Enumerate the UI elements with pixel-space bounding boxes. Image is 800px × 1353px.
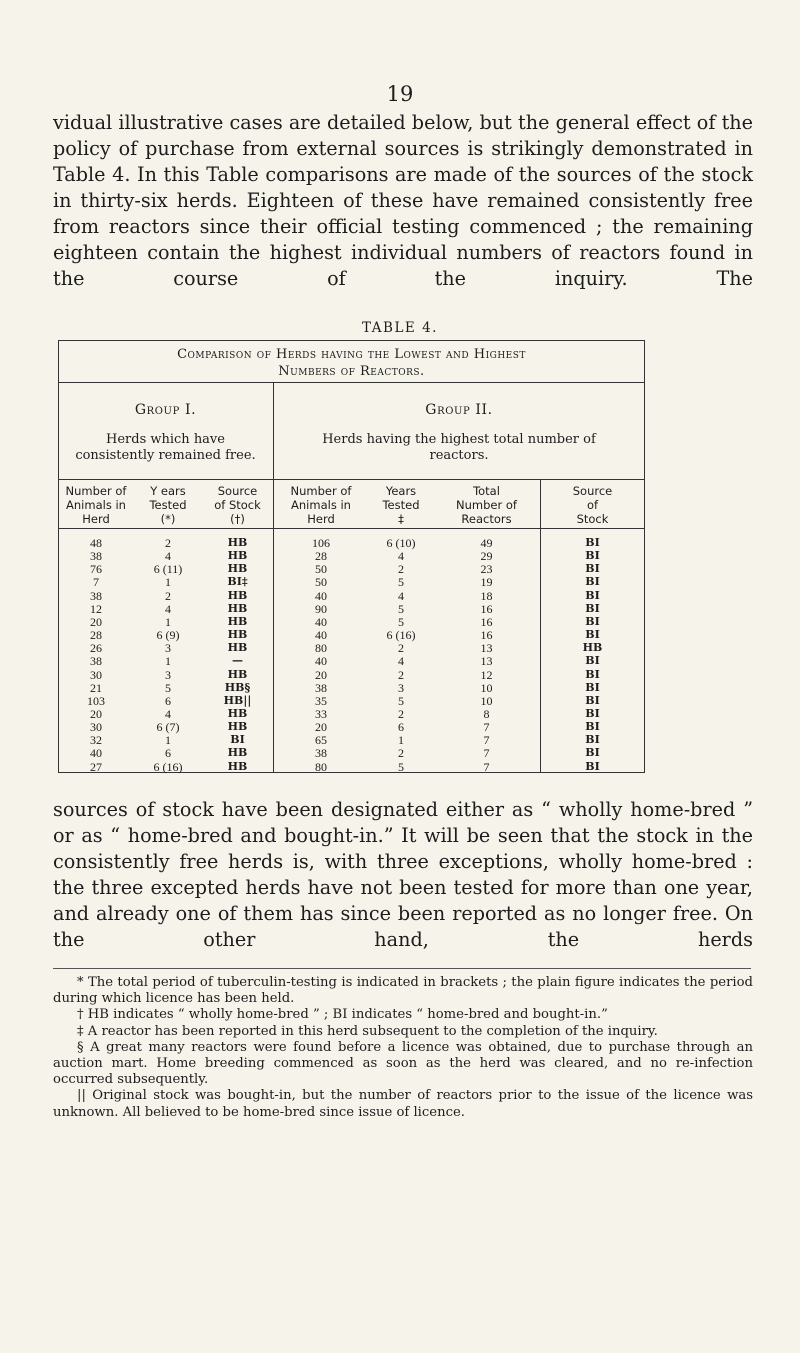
- cell-group2-years: 5: [398, 601, 404, 616]
- cell-group2-source: BI: [585, 667, 600, 681]
- group-2-title: Group II.: [425, 402, 493, 418]
- cell-group2-years: 2: [398, 562, 404, 577]
- cell-group2-reactors: 19: [480, 575, 493, 590]
- column-header-5: [369, 484, 433, 526]
- cell-group2-source: BI: [585, 614, 600, 628]
- cell-group2-reactors: 49: [480, 536, 493, 550]
- cell-group1-animals: 38: [90, 654, 102, 669]
- cell-group1-animals: 30: [90, 720, 102, 735]
- table-title-line-2: Numbers of Reactors.: [278, 364, 425, 379]
- cell-group2-years: 1: [398, 733, 404, 748]
- cell-group1-animals: 48: [90, 536, 102, 550]
- column-header-6: [433, 484, 540, 526]
- cell-group2-reactors: 10: [480, 693, 493, 708]
- cell-group2-years: 3: [398, 680, 404, 695]
- cell-group1-source: BI‡: [227, 575, 248, 589]
- cell-group1-animals: 40: [90, 746, 102, 761]
- cell-group1-animals: 38: [90, 588, 102, 603]
- cell-group1-years: 1: [165, 614, 171, 629]
- column-header-line: Source: [572, 484, 613, 498]
- cell-group2-animals: 40: [315, 614, 327, 629]
- cell-group2-animals: 50: [315, 562, 327, 577]
- cell-group1-animals: 12: [90, 601, 102, 616]
- table-row: [0, 759, 800, 775]
- cell-group2-animals: 38: [315, 680, 327, 695]
- cell-group2-years: 5: [398, 614, 404, 629]
- cell-group2-years: 2: [398, 641, 404, 656]
- cell-group2-animals: 106: [312, 536, 330, 550]
- cell-group2-years: 2: [398, 667, 404, 682]
- cell-group1-years: 1: [165, 733, 171, 748]
- cell-group2-source: BI: [585, 680, 600, 694]
- cell-group1-source: HB: [227, 706, 248, 720]
- cell-group2-reactors: 12: [480, 667, 493, 682]
- cell-group2-reactors: 23: [480, 562, 493, 577]
- cell-group1-years: 6: [165, 693, 171, 708]
- cell-group1-years: 3: [165, 667, 171, 682]
- cell-group1-years: 6 (11): [153, 562, 183, 577]
- column-header-line: Y ears: [150, 484, 186, 498]
- cell-group1-years: 4: [165, 706, 171, 721]
- table-title: [58, 346, 645, 380]
- cell-group2-source: BI: [585, 693, 600, 707]
- cell-group1-animals: 32: [90, 733, 102, 748]
- cell-group2-years: 6: [398, 720, 404, 735]
- cell-group2-animals: 20: [315, 720, 327, 735]
- cell-group1-years: 6 (9): [156, 628, 180, 643]
- cell-group1-source: HB||: [223, 693, 252, 707]
- cell-group1-source: HB: [227, 588, 248, 602]
- cell-group2-animals: 40: [315, 588, 327, 603]
- column-header-line: Animals in: [291, 498, 351, 512]
- cell-group1-source: HB: [227, 549, 248, 563]
- cell-group2-source: BI: [585, 654, 600, 668]
- cell-group1-animals: 103: [87, 693, 105, 708]
- cell-group1-animals: 76: [90, 562, 102, 577]
- cell-group2-animals: 90: [315, 601, 327, 616]
- column-header-line: ‡: [398, 512, 404, 526]
- column-header-line: Number of: [290, 484, 352, 498]
- cell-group2-source: BI: [585, 746, 600, 760]
- cell-group2-source: BI: [585, 588, 600, 602]
- cell-group2-source: BI: [585, 759, 600, 773]
- cell-group2-animals: 50: [315, 575, 327, 590]
- cell-group2-source: BI: [585, 720, 600, 734]
- cell-group1-animals: 26: [90, 641, 102, 656]
- cell-group1-animals: 27: [90, 759, 102, 774]
- cell-group2-years: 2: [398, 706, 404, 721]
- cell-group2-reactors: 29: [480, 549, 493, 564]
- column-header-line: Years: [385, 484, 417, 498]
- cell-group1-source: HB§: [224, 680, 251, 694]
- cell-group2-source: HB: [582, 641, 603, 655]
- cell-group2-animals: 80: [315, 641, 327, 656]
- cell-group1-animals: 28: [90, 628, 102, 643]
- cell-group2-years: 5: [398, 575, 404, 590]
- cell-group2-years: 5: [398, 693, 404, 708]
- cell-group2-reactors: 16: [480, 628, 493, 643]
- footnote-section: § A great many reactors were found before a licence was obtained, due to purchase through an auction mart. Home breeding commenced as soon as the herd was cleared, and no re-infection occurred subsequently.: [53, 1039, 753, 1088]
- table-caption: TABLE 4.: [362, 320, 438, 336]
- cell-group2-reactors: 7: [483, 733, 490, 748]
- cell-group2-reactors: 18: [480, 588, 493, 603]
- cell-group2-animals: 40: [315, 654, 327, 669]
- footnote-rule: [53, 968, 751, 969]
- cell-group2-source: BI: [585, 706, 600, 720]
- cell-group1-years: 6 (16): [153, 759, 183, 774]
- cell-group2-animals: 20: [315, 667, 327, 682]
- group-divider: [58, 479, 645, 480]
- cell-group1-animals: 21: [90, 680, 102, 695]
- footnote-dagger: † HB indicates “ wholly home-bred ” ; BI indicates “ home-bred and bought-in.”: [77, 1007, 608, 1023]
- table-title-line-1: Comparison of Herds having the Lowest and Highest: [177, 347, 526, 362]
- cell-group1-years: 3: [165, 641, 171, 656]
- column-header-line: Animals in: [66, 498, 126, 512]
- cell-group1-source: BI: [230, 733, 245, 747]
- column-header-line: (*): [160, 512, 176, 526]
- cell-group1-animals: 20: [90, 614, 102, 629]
- cell-group2-reactors: 16: [480, 601, 493, 616]
- cell-group2-animals: 65: [315, 733, 327, 748]
- column-header-line: Number of: [456, 498, 517, 512]
- cell-group2-source: BI: [585, 575, 600, 589]
- cell-group2-years: 6 (10): [386, 536, 416, 550]
- paragraph-top: vidual illustrative cases are detailed below, but the general effect of the policy of purchase from external sources is strikingly demonstrated in Table 4. In this Table comparisons are made of the sources of the stock in thirty-six herds. Eighteen of these have remained consistently free from reactors since their official testing commenced ; the remaining eighteen contain the highest individual numbers of reactors found in the course of the inquiry. The: [53, 111, 753, 290]
- column-header-1: [58, 484, 134, 526]
- group-1-title: Group I.: [134, 402, 197, 418]
- cell-group2-animals: 33: [315, 706, 327, 721]
- cell-group2-animals: 40: [315, 628, 327, 643]
- column-header-3: [202, 484, 273, 526]
- column-header-line: Herd: [82, 512, 110, 526]
- cell-group1-source: HB: [227, 720, 248, 734]
- cell-group2-source: BI: [585, 562, 600, 576]
- cell-group2-reactors: 7: [483, 759, 490, 774]
- cell-group2-years: 6 (16): [386, 628, 416, 643]
- cell-group1-source: HB: [227, 628, 248, 642]
- cell-group2-reactors: 13: [480, 654, 493, 669]
- cell-group1-animals: 7: [93, 575, 99, 590]
- cell-group1-years: 5: [165, 680, 171, 695]
- cell-group1-years: 6: [165, 746, 171, 761]
- cell-group1-animals: 30: [90, 667, 102, 682]
- cell-group1-source: HB: [227, 601, 248, 615]
- cell-group2-animals: 80: [315, 759, 327, 774]
- title-divider: [58, 382, 645, 383]
- cell-group2-years: 4: [398, 588, 404, 603]
- cell-group2-reactors: 16: [480, 614, 493, 629]
- cell-group2-reactors: 13: [480, 641, 493, 656]
- cell-group1-years: 1: [165, 575, 171, 590]
- column-header-line: Stock: [576, 512, 609, 526]
- cell-group2-reactors: 8: [483, 706, 490, 721]
- footnote-asterisk: * The total period of tuberculin-testing is indicated in brackets ; the plain figure indicates the period during which licence has been held.: [53, 975, 753, 1007]
- cell-group2-years: 4: [398, 654, 404, 669]
- column-header-2: [134, 484, 202, 526]
- column-header-line: of Stock: [214, 498, 261, 512]
- column-header-line: Herd: [307, 512, 335, 526]
- cell-group2-years: 4: [398, 549, 404, 564]
- group-1-header: [58, 402, 273, 464]
- column-header-7: [540, 484, 645, 526]
- column-header-line: (†): [230, 512, 245, 526]
- cell-group1-source: HB: [227, 641, 248, 655]
- cell-group1-years: 1: [165, 654, 171, 669]
- group-1-description: Herds which have consistently remained free.: [75, 432, 256, 463]
- cell-group1-source: HB: [227, 759, 248, 773]
- paragraph-bottom: sources of stock have been designated either as “ wholly home-bred ” or as “ home-bred and bought-in.” It will be seen that the stock in the consistently free herds is, with three exceptions, wholly home-bred : the three excepted herds have not been tested for more than one year, and already one of them has since been reported as no longer free. On the other hand, the herds: [53, 798, 753, 951]
- cell-group1-animals: 38: [90, 549, 102, 564]
- cell-group1-animals: 20: [90, 706, 102, 721]
- cell-group2-reactors: 7: [483, 746, 490, 761]
- cell-group1-source: HB: [227, 562, 248, 576]
- cell-group2-animals: 35: [315, 693, 327, 708]
- column-header-line: Tested: [382, 498, 420, 512]
- cell-group1-source: HB: [227, 667, 248, 681]
- group-2-description: Herds having the highest total number of reactors.: [322, 432, 596, 463]
- footnote-double-dagger: ‡ A reactor has been reported in this herd subsequent to the completion of the inquiry.: [77, 1023, 658, 1039]
- column-header-line: of: [586, 498, 599, 512]
- cell-group1-years: 6 (7): [156, 720, 180, 735]
- cell-group1-years: 4: [165, 601, 171, 616]
- cell-group2-source: BI: [585, 628, 600, 642]
- cell-group1-years: 2: [165, 536, 171, 550]
- footnotes: [53, 975, 753, 1121]
- cell-group2-reactors: 10: [480, 680, 493, 695]
- cell-group1-source: HB: [227, 746, 248, 760]
- footnote-parallel: || Original stock was bought-in, but the number of reactors prior to the issue of the licence was unknown. All believed to be home-bred since issue of licence.: [53, 1088, 753, 1120]
- column-header-line: Source: [217, 484, 258, 498]
- page-number: 19: [386, 82, 414, 106]
- column-header-line: Total: [473, 484, 500, 498]
- cell-group1-years: 4: [165, 549, 171, 564]
- cell-group2-years: 2: [398, 746, 404, 761]
- header-divider: [58, 528, 645, 529]
- cell-group1-source: —: [232, 654, 243, 668]
- cell-group2-animals: 38: [315, 746, 327, 761]
- column-header-4: [273, 484, 369, 526]
- cell-group1-source: HB: [227, 536, 248, 549]
- column-header-line: Number of: [65, 484, 127, 498]
- cell-group2-source: BI: [585, 601, 600, 615]
- cell-group2-years: 5: [398, 759, 404, 774]
- group-2-header: [273, 402, 645, 464]
- cell-group1-years: 2: [165, 588, 171, 603]
- cell-group1-source: HB: [227, 614, 248, 628]
- cell-group2-source: BI: [585, 733, 600, 747]
- cell-group2-source: BI: [585, 536, 600, 549]
- column-header-line: Tested: [149, 498, 187, 512]
- cell-group2-reactors: 7: [483, 720, 490, 735]
- cell-group2-source: BI: [585, 549, 600, 563]
- cell-group2-animals: 28: [315, 549, 327, 564]
- column-header-line: Reactors: [461, 512, 512, 526]
